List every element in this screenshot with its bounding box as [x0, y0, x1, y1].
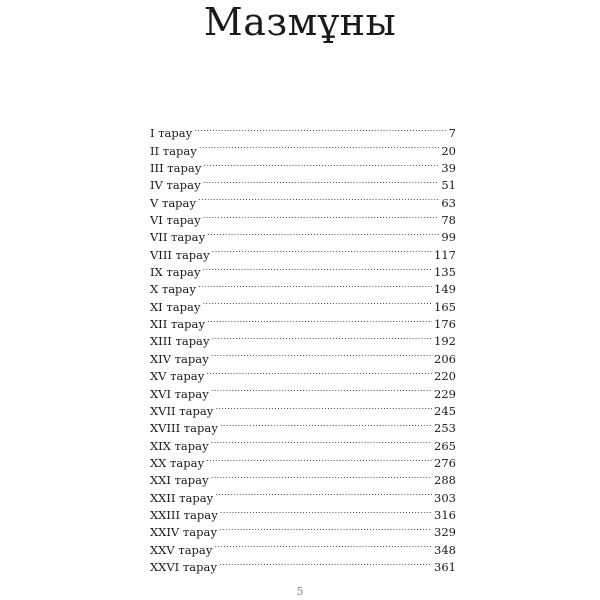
dot-leader — [204, 155, 440, 172]
toc-entry-page: 288 — [434, 473, 456, 488]
toc-entry-label: VI тарау — [150, 213, 201, 228]
toc-entry-label: XIV тарау — [150, 351, 209, 366]
toc-entry-page: 99 — [441, 230, 456, 245]
toc-entry-label: IX тарау — [150, 265, 201, 280]
dot-leader — [215, 536, 433, 553]
dot-leader — [207, 311, 432, 328]
dot-leader — [219, 519, 432, 536]
toc-entry-label: XVII тарау — [150, 403, 214, 418]
toc-entry-page: 265 — [434, 438, 456, 453]
toc-entry-label: XV тарау — [150, 369, 205, 384]
toc-entry-page: 303 — [434, 490, 456, 505]
toc-entry-label: V тарау — [150, 195, 197, 210]
dot-leader — [211, 467, 432, 484]
toc-entry-label: XXVI тарау — [150, 559, 218, 574]
toc-entry-page: 39 — [441, 161, 456, 176]
dot-leader — [215, 484, 432, 501]
toc-entry-label: XX тарау — [150, 455, 205, 470]
toc-entry[interactable] — [150, 137, 456, 158]
toc-entry-label: I тарау — [150, 126, 193, 141]
toc-entry[interactable] — [150, 120, 456, 141]
toc-entry-label: VIII тарау — [150, 247, 210, 262]
toc-entry-page: 165 — [434, 299, 456, 314]
dot-leader — [220, 415, 432, 432]
toc-entry-page: 253 — [434, 421, 456, 436]
dot-leader — [206, 450, 432, 467]
toc-entry-page: 78 — [441, 213, 456, 228]
toc-entry-label: XXIV тарау — [150, 525, 218, 540]
toc-entry-label: XI тарау — [150, 299, 201, 314]
toc-entry-label: VII тарау — [150, 230, 206, 245]
toc-entry-label: II тарау — [150, 143, 197, 158]
dot-leader — [211, 380, 432, 397]
toc-entry-page: 176 — [434, 317, 456, 332]
toc-entry-label: XIII тарау — [150, 334, 210, 349]
toc-entry-label: X тарау — [150, 282, 197, 297]
toc-entry-page: 220 — [434, 369, 456, 384]
dot-leader — [203, 207, 440, 224]
toc-entry-page: 245 — [434, 403, 456, 418]
table-of-contents — [150, 120, 456, 574]
dot-leader — [212, 241, 432, 258]
dot-leader — [207, 224, 439, 241]
dot-leader — [211, 345, 432, 362]
toc-entry-label: III тарау — [150, 161, 202, 176]
toc-entry-label: XII тарау — [150, 317, 206, 332]
dot-leader — [212, 328, 432, 345]
toc-entry-label: XXI тарау — [150, 473, 209, 488]
dot-leader — [211, 432, 432, 449]
toc-entry-label: XIX тарау — [150, 438, 209, 453]
toc-entry-page: 316 — [434, 507, 456, 522]
toc-entry-page: 206 — [434, 351, 456, 366]
dot-leader — [199, 137, 439, 154]
toc-entry-label: XVI тарау — [150, 386, 209, 401]
dot-leader — [194, 120, 446, 137]
toc-entry-page: 348 — [434, 542, 456, 557]
dot-leader — [219, 554, 432, 571]
dot-leader — [198, 276, 432, 293]
page-title: Мазмұны — [203, 0, 397, 44]
dot-leader — [203, 172, 440, 189]
toc-entry-page: 192 — [434, 334, 456, 349]
page-number: 5 — [296, 585, 304, 598]
toc-entry-page: 20 — [441, 143, 456, 158]
toc-entry-label: IV тарау — [150, 178, 201, 193]
dot-leader — [215, 398, 432, 415]
toc-entry-label: XXV тарау — [150, 542, 213, 557]
dot-leader — [220, 502, 432, 519]
toc-entry-label: XXII тарау — [150, 490, 214, 505]
toc-entry-page: 361 — [434, 559, 456, 574]
toc-entry-label: XXIII тарау — [150, 507, 218, 522]
toc-entry-page: 51 — [441, 178, 456, 193]
toc-entry-page: 276 — [434, 455, 456, 470]
dot-leader — [198, 189, 439, 206]
dot-leader — [203, 259, 432, 276]
toc-entry-page: 329 — [434, 525, 456, 540]
dot-leader — [203, 293, 432, 310]
toc-entry-page: 63 — [441, 195, 456, 210]
toc-entry-page: 149 — [434, 282, 456, 297]
dot-leader — [206, 363, 432, 380]
toc-entry-page: 117 — [434, 247, 456, 262]
toc-entry-page: 229 — [434, 386, 456, 401]
toc-entry-page: 135 — [434, 265, 456, 280]
toc-entry-label: XVIII тарау — [150, 421, 218, 436]
toc-entry-page: 7 — [448, 126, 456, 141]
